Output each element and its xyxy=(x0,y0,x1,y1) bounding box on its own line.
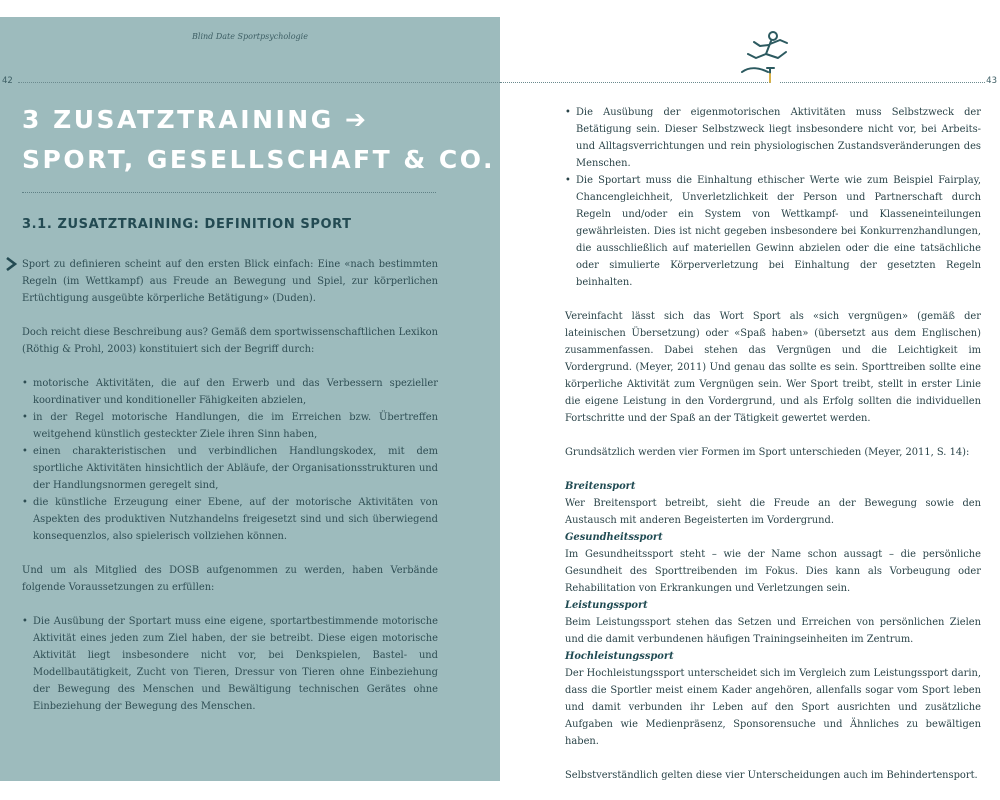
dosb-requirements-list-continued xyxy=(565,104,981,291)
criteria-list xyxy=(22,375,438,545)
sport-form-term: Gesundheitssport xyxy=(565,532,663,543)
dotted-rule-left xyxy=(18,82,500,83)
title-divider xyxy=(22,192,436,193)
page-number-left: 42 xyxy=(2,76,13,86)
sport-form-text: Wer Breitensport betreibt, sieht die Freude an der Bewegung sowie den Austausch mit anderen Begeisterten im Vordergrund. xyxy=(565,498,981,526)
sport-form-term: Hochleistungssport xyxy=(565,651,674,662)
list-item: • einen charakteristischen und verbindlichen Handlungskodex, mit dem sportliche Aktivitäten hinsichtlich der Abläufe, der Organisationsstrukturen und der Handlungsnormen geregelt sind, xyxy=(22,443,438,494)
chevron-right-icon xyxy=(5,257,17,271)
list-item: • Die Ausübung der Sportart muss eine eigene, sportartbestimmende motorische Aktivität eines jeden zum Ziel haben, der sie betreibt. Diese eigen motorische Aktivität liegt insbesondere nicht vor, bei Denkspielen, Bastel- und Modellbautätigkeit, Zucht von Tieren, Dressur von Tieren ohne Einbeziehung der Bewegung des Menschen und Bewältigung technischen Gerätes ohne Einbeziehung der Bewegung des Menschen. xyxy=(22,613,438,715)
dotted-rule-right-a xyxy=(500,82,770,83)
paragraph: Doch reicht diese Beschreibung aus? Gemäß dem sportwissenschaftlichen Lexikon (Röthig & Prohl, 2003) konstituiert sich der Begriff durch: xyxy=(22,327,438,355)
sport-form-text: Der Hochleistungssport unterscheidet sich im Vergleich zum Leistungssport darin, dass die Sportler meist einem Kader angehören, allenfalls sogar vom Sport leben und damit verbunden ihr Leben auf den Sport ausrichten und zusätzliche Aufgaben wie Medienpräsenz, Sponsorensuche und Ähnliches zu bewältigen haben. xyxy=(565,668,981,747)
sport-form-text: Beim Leistungssport stehen das Setzen und Erreichen von persönlichen Zielen und die damit verbundenen häufigen Trainingseinheiten im Zentrum. xyxy=(565,617,981,645)
paragraph: Vereinfacht lässt sich das Wort Sport als «sich vergnügen» (gemäß der lateinischen Übersetzung) oder «Spaß haben» (übersetzt aus dem Englischen) zusammenfassen. Dabei stehen das Vergnügen und die Leichtigkeit im Vordergrund. (Meyer, 2011) Und genau das sollte es sein. Sporttreiben sollte eine körperliche Aktivität zum Vergnügen sein. Wer Sport treibt, stellt in erster Linie die eigene Leistung in den Vordergrund, und als Erfolg sollten die individuellen Fortschritte und der Spaß an der Tätigkeit gewertet werden. xyxy=(565,311,981,424)
left-column xyxy=(22,256,438,715)
paragraph: Und um als Mitglied des DOSB aufgenommen zu werden, haben Verbände folgende Voraussetzungen zu erfüllen: xyxy=(22,565,438,593)
paragraph: Grundsätzlich werden vier Formen im Sport unterschieden (Meyer, 2011, S. 14): xyxy=(565,447,970,458)
list-item: • die künstliche Erzeugung einer Ebene, auf der motorische Aktivitäten von Aspekten des produktiven Nutzhandelns freigesetzt sind und sich überwiegend konsequenzlos, also spielerisch vollziehen können. xyxy=(22,494,438,545)
section-heading: 3.1. ZUSATZTRAINING: DEFINITION SPORT xyxy=(22,217,352,232)
page-number-right: 43 xyxy=(986,76,997,86)
dosb-requirements-list xyxy=(22,613,438,715)
paragraph: Selbstverständlich gelten diese vier Unterscheidungen auch im Behindertensport. xyxy=(565,770,978,781)
chapter-title-line-2: SPORT, GESELLSCHAFT & CO. xyxy=(22,145,495,174)
list-item: • Die Sportart muss die Einhaltung ethischer Werte wie zum Beispiel Fairplay, Chancengleichheit, Unverletzlichkeit der Person und Partnerschaft durch Regeln und/oder ein System von Wettkampf- und Klasseneinteilungen gewährleisten. Dies ist nicht gegeben insbesondere bei Konkurrenzhandlungen, die ausschließlich auf materiellen Gewinn abzielen oder die eine tatsächliche oder simulierte Körperverletzung bei Einhaltung der gesetzten Regeln beinhalten. xyxy=(565,172,981,291)
paragraph: Sport zu definieren scheint auf den ersten Blick einfach: Eine «nach bestimmten Regeln (im Wettkampf) aus Freude an Bewegung und Spiel, zur körperlichen Ertüchtigung ausgeübte körperliche Betätigung» (Duden). xyxy=(22,259,438,304)
sport-form-term: Leistungssport xyxy=(565,600,648,611)
list-item: • motorische Aktivitäten, die auf den Erwerb und das Verbessern spezieller koordinativer und konditioneller Fähigkeiten abzielen, xyxy=(22,375,438,409)
right-column xyxy=(565,104,981,784)
dotted-rule-right-b xyxy=(780,82,985,83)
list-item: • in der Regel motorische Handlungen, die im Erreichen bzw. Übertreffen weitgehend künstlich gesteckter Ziele ihren Sinn haben, xyxy=(22,409,438,443)
chapter-title-line-1: 3 ZUSATZTRAINING ➔ xyxy=(22,105,369,134)
list-item: • Die Ausübung der eigenmotorischen Aktivitäten muss Selbstzweck der Betätigung sein. Dieser Selbstzweck liegt insbesondere nicht vor, bei Arbeits- und Alltagsverrichtungen und rein physiologischen Zustandsveränderungen des Menschen. xyxy=(565,104,981,172)
sport-form-term: Breitensport xyxy=(565,481,636,492)
chapter-title xyxy=(22,100,495,180)
hurdle-runner-icon xyxy=(740,28,798,84)
sport-form-text: Im Gesundheitssport steht – wie der Name schon aussagt – die persönliche Gesundheit des Sporttreibenden im Fokus. Dies kann als Vorbeugung oder Rehabilitation von Erkrankungen und Verletzungen sein. xyxy=(565,549,981,594)
running-head: Blind Date Sportpsychologie xyxy=(192,32,308,41)
